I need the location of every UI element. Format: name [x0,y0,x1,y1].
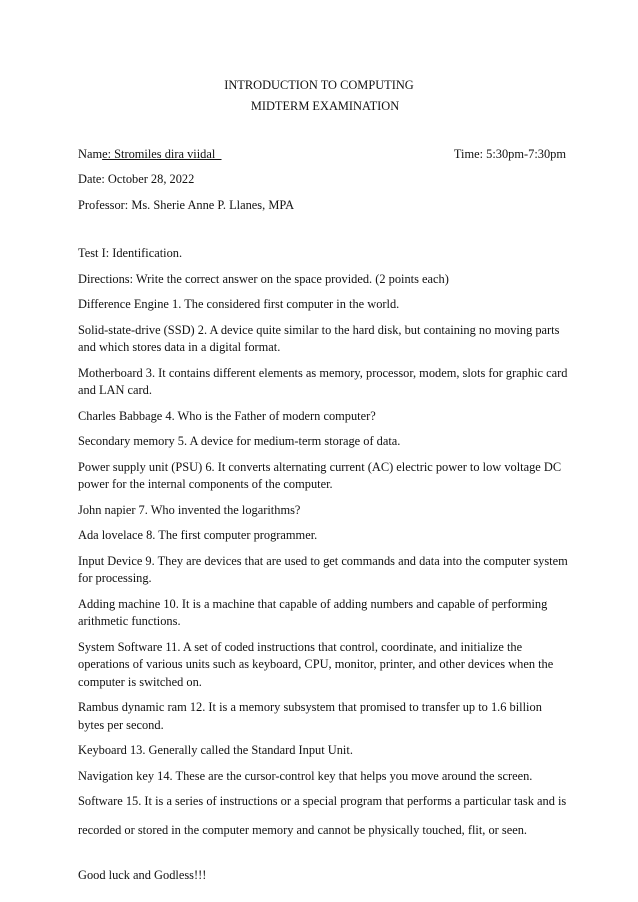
question-item: Keyboard 13. Generally called the Standard Input Unit. [78,743,353,757]
test-heading: Test I: Identification. [78,246,183,260]
exam-content [78,171,568,893]
question-item: System Software 11. A set of coded instructions that control, coordinate, and initialize the operations of various units such as keyboard, CPU, monitor, printer, and other devices when the computer is switched on. [78,639,554,689]
question-item: John napier 7. Who invented the logarithms? [78,502,301,517]
closing-remark: Good luck and Godless!!! [78,868,207,882]
name-label: Nam [78,147,103,161]
question-item: Solid-state-drive (SSD) 2. A device quite similar to the hard disk, but containing no moving parts and which stores data in a digital format. [78,322,560,354]
professor-name: Professor: Ms. Sherie Anne P. Llanes, MPA [78,197,295,212]
test-directions: Directions: Write the correct answer on the space provided. (2 points each) [78,271,449,286]
question-item-15-line-2: recorded or stored in the computer memory and cannot be physically touched, flit, or seen. [78,822,528,837]
document-title: INTRODUCTION TO COMPUTING [224,78,414,92]
question-item: Power supply unit (PSU) 6. It converts alternating current (AC) electric power to low voltage DC power for the internal components of the computer. [78,459,562,491]
question-item: Ada lovelace 8. The first computer programmer. [78,528,318,542]
exam-time: Time: 5:30pm-7:30pm [453,147,566,161]
name-time-row [78,146,566,164]
name-value: e: Stromiles dira viidal [102,147,222,161]
question-item: Motherboard 3. It contains different elements as memory, processor, modem, slots for graphic card and LAN card. [78,365,568,397]
question-item: Navigation key 14. These are the cursor-control key that helps you move around the screen. [78,768,533,783]
question-item: Adding machine 10. It is a machine that capable of adding numbers and capable of performing arithmetic functions. [78,596,548,628]
exam-date: Date: October 28, 2022 [78,172,195,186]
student-name [78,146,222,164]
question-item: Secondary memory 5. A device for medium-term storage of data. [78,434,401,448]
question-item: Charles Babbage 4. Who is the Father of modern computer? [78,408,376,423]
question-item: Rambus dynamic ram 12. It is a memory subsystem that promised to transfer up to 1.6 billion bytes per second. [78,700,542,732]
question-item: Difference Engine 1. The considered first computer in the world. [78,297,400,311]
question-item: Input Device 9. They are devices that are used to get commands and data into the computer system for processing. [78,553,568,585]
document-subtitle: MIDTERM EXAMINATION [250,99,400,113]
question-item-15-line-1: Software 15. It is a series of instructions or a special program that performs a particular task and is [78,794,567,808]
